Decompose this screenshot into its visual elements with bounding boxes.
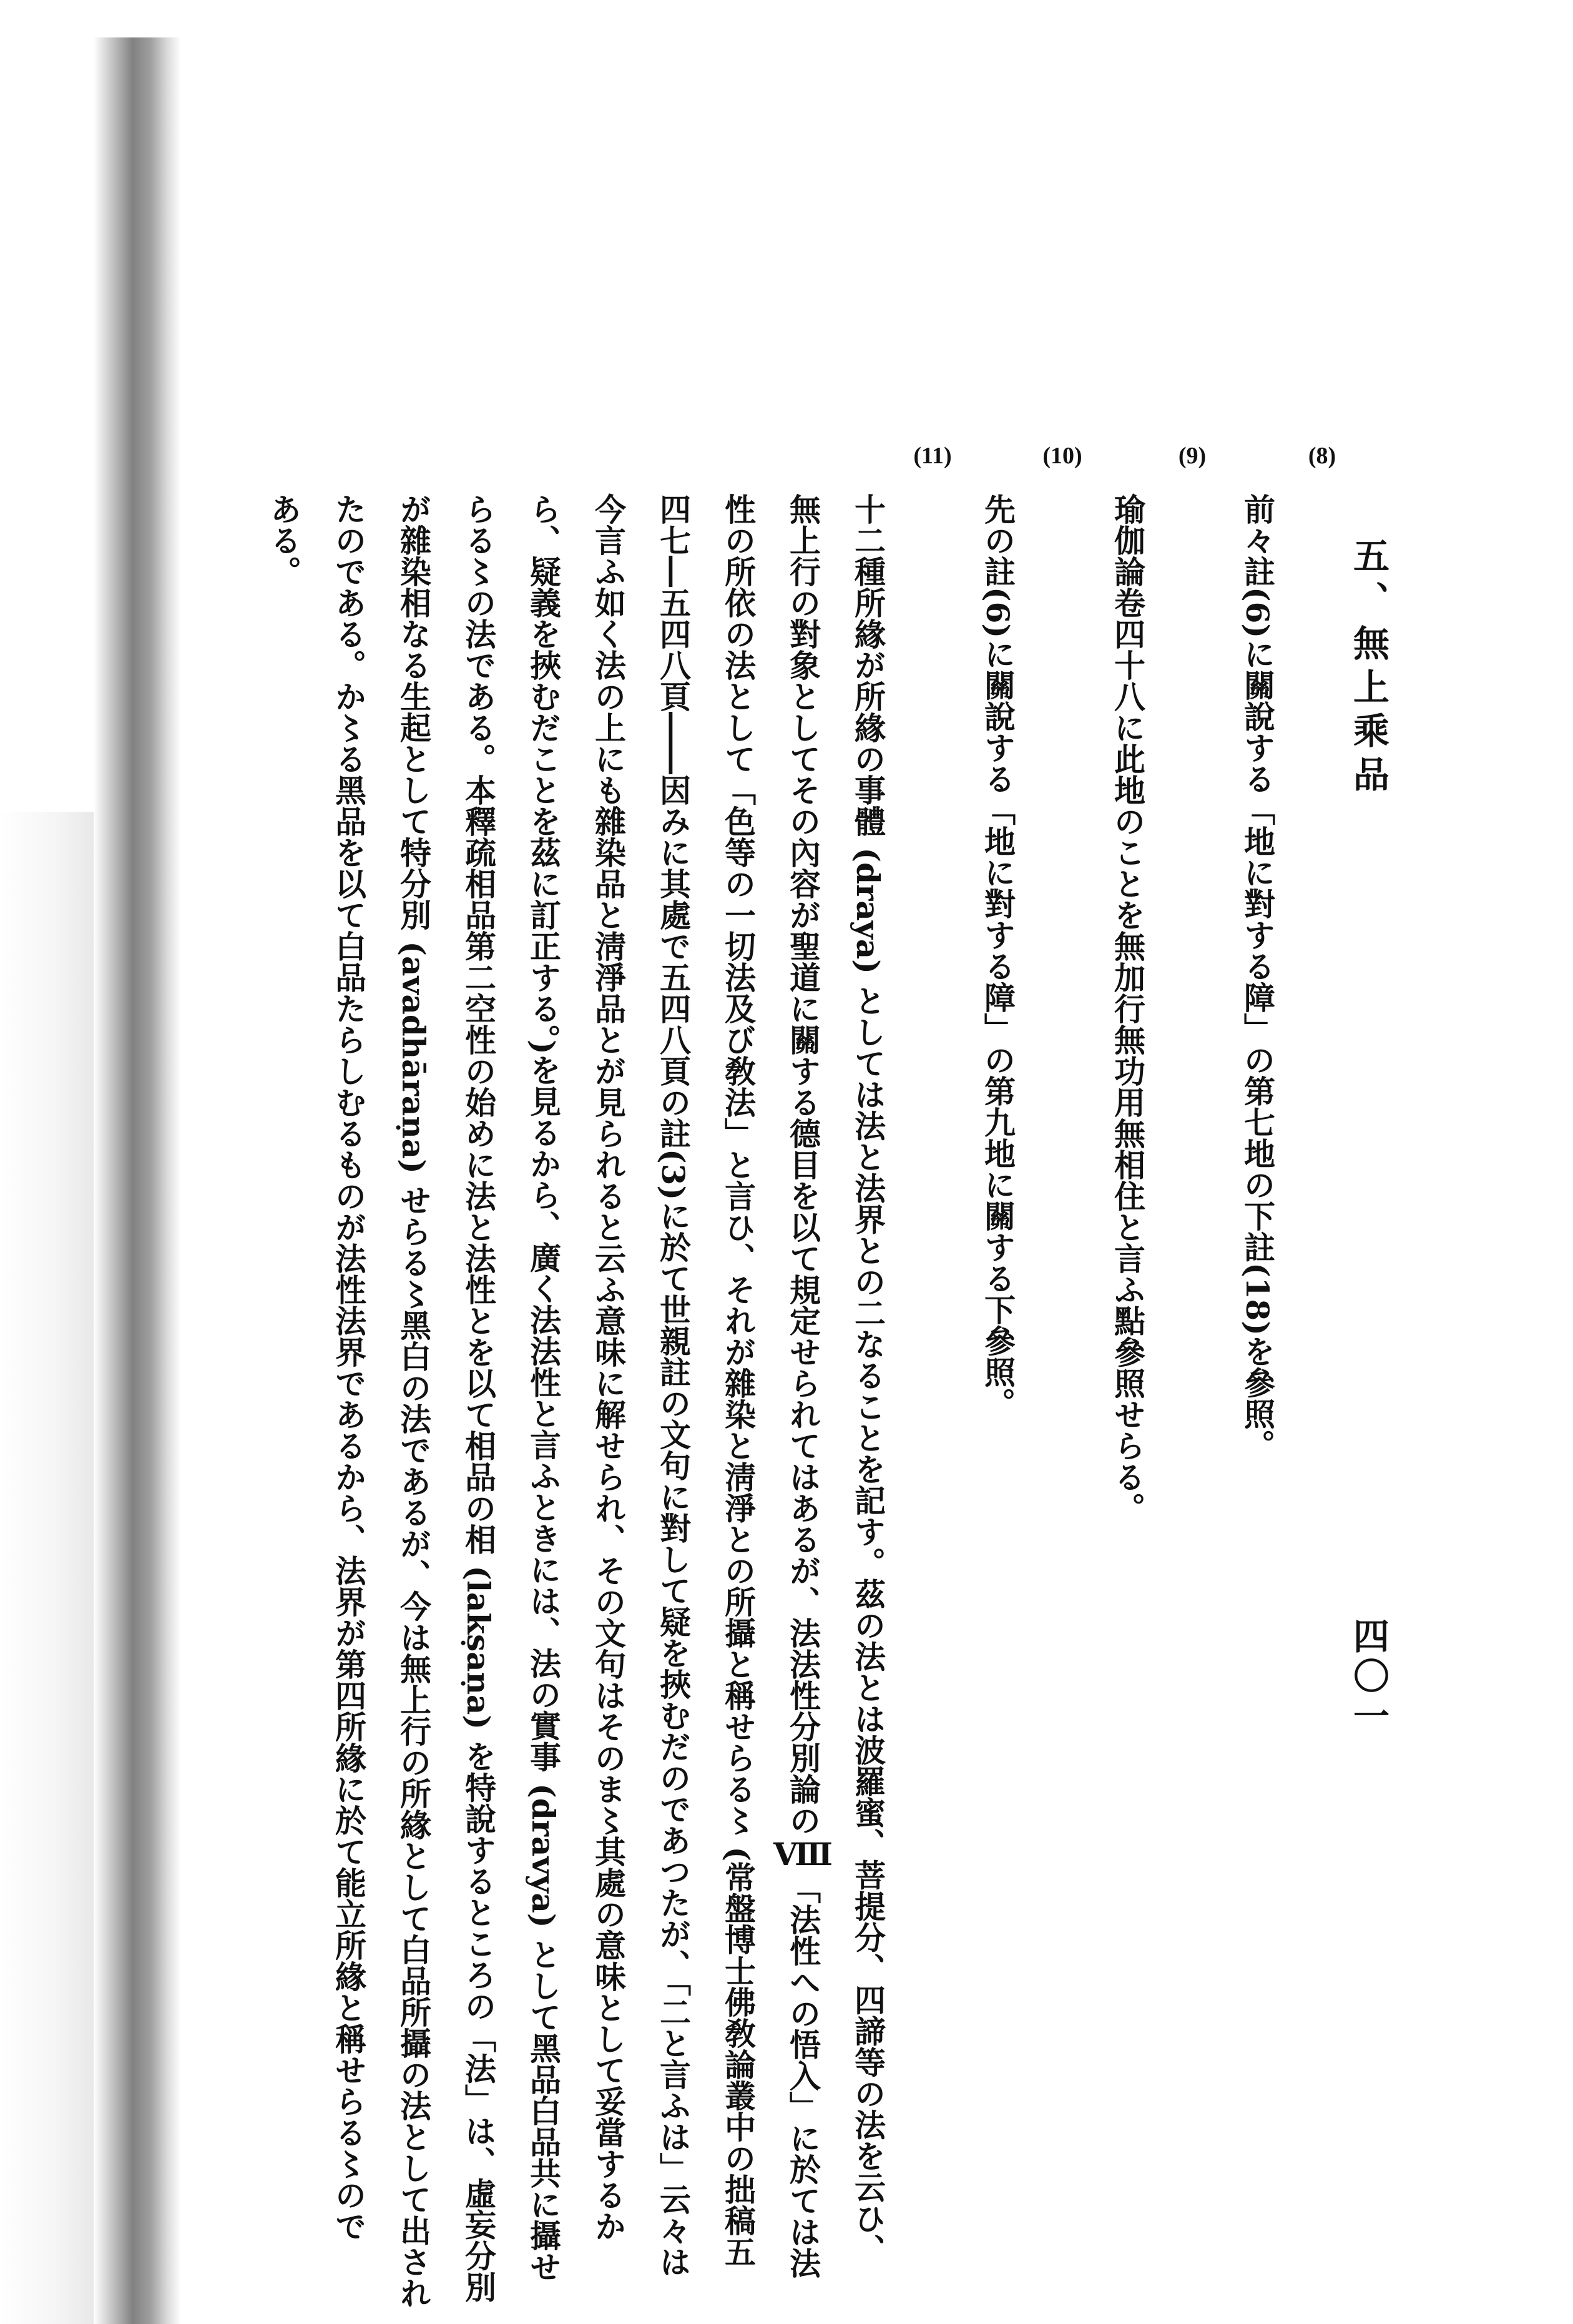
footnote-text — [1225, 493, 1290, 2260]
footnote-line: ら、疑義を挾むだことを茲に訂正する。)を見るから、廣く法法性と言ふときには、法の實事 (dravya) として黑品白品共に攝せ — [525, 493, 562, 2282]
book-binding-shadow — [94, 37, 181, 2324]
footnote-line: ある。 — [265, 493, 302, 587]
footnote-line: 無上行の對象としてその內容が聖道に關する德目を以て規定せられてはあるが、法法性分別論のⅧ「法性への悟入」に於ては法 — [785, 493, 821, 2278]
footnote-number: (8) — [1308, 443, 1336, 469]
footnote-number: (11) — [913, 443, 952, 469]
footnote-line: が雜染相なる生起として特分別 (avadhāraṇa) せらる〻黑白の法であるが、今は無上行の所緣として白品所攝の法として出され — [395, 493, 432, 2309]
footnote-line: 十二種所緣が所緣の事體 (draya) としては法と法界との二なることを記す。茲の法とは波羅蜜、菩提分、四諦等の法を云ひ、 — [850, 493, 886, 2265]
footnote-10 — [965, 437, 1095, 2260]
running-title: 五、無上乘品 — [1347, 537, 1389, 799]
footnote-line: 前々註(6)に關說する「地に對する障」の第七地の下註(18)を參照。 — [1239, 493, 1276, 1460]
footnote-9 — [1095, 437, 1225, 2260]
footnote-line: 性の所依の法として「色等の一切法及び敎法」と言ひ、それが雜染と淸淨との所攝と稱せらる〻 (常盤博士佛敎論叢中の拙稿五 — [720, 493, 757, 2268]
page-number: 四〇一 — [1347, 1617, 1389, 1737]
footnote-line: 四七―五四八頁――因みに其處で五四八頁の註(3)に於て世親註の文句に對して疑を挾むだのであつたが、「二と言ふは」云々は — [655, 493, 692, 2278]
footnote-text — [965, 493, 1030, 2260]
footnote-line: 今言ふ如く法の上にも雜染品と淸淨品とが見られると云ふ意味に解せられ、その文句はそのま〻其處の意味として妥當するか — [590, 493, 627, 2242]
footnote-text — [1095, 493, 1160, 2260]
footnote-line: 先の註(6)に關說する「地に對する障」の第九地に關する下參照。 — [979, 493, 1016, 1419]
page-edge-shadow — [0, 812, 94, 2324]
footnote-line: 瑜伽論卷四十八に此地のことを無加行無功用無相住と言ふ點參照せらる。 — [1109, 493, 1146, 1524]
footnote-line: たのである。か〻る黑品を以て白品たらしむるものが法性法界であるから、法界が第四所緣に於て能立所緣と稱せらる〻ので — [330, 493, 367, 2242]
footnote-8 — [1225, 437, 1355, 2260]
footnote-line: らる〻の法である。本釋疏相品第二空性の始めに法と法性とを以て相品の相 (lakṣaṇa) を特說するところの「法」は、虛妄分別 — [460, 493, 497, 2303]
footnote-number: (9) — [1178, 443, 1207, 469]
footnote-number: (10) — [1042, 443, 1082, 469]
footnote-11 — [251, 437, 965, 2309]
footnotes — [265, 437, 1355, 2309]
footnote-text — [251, 493, 900, 2309]
